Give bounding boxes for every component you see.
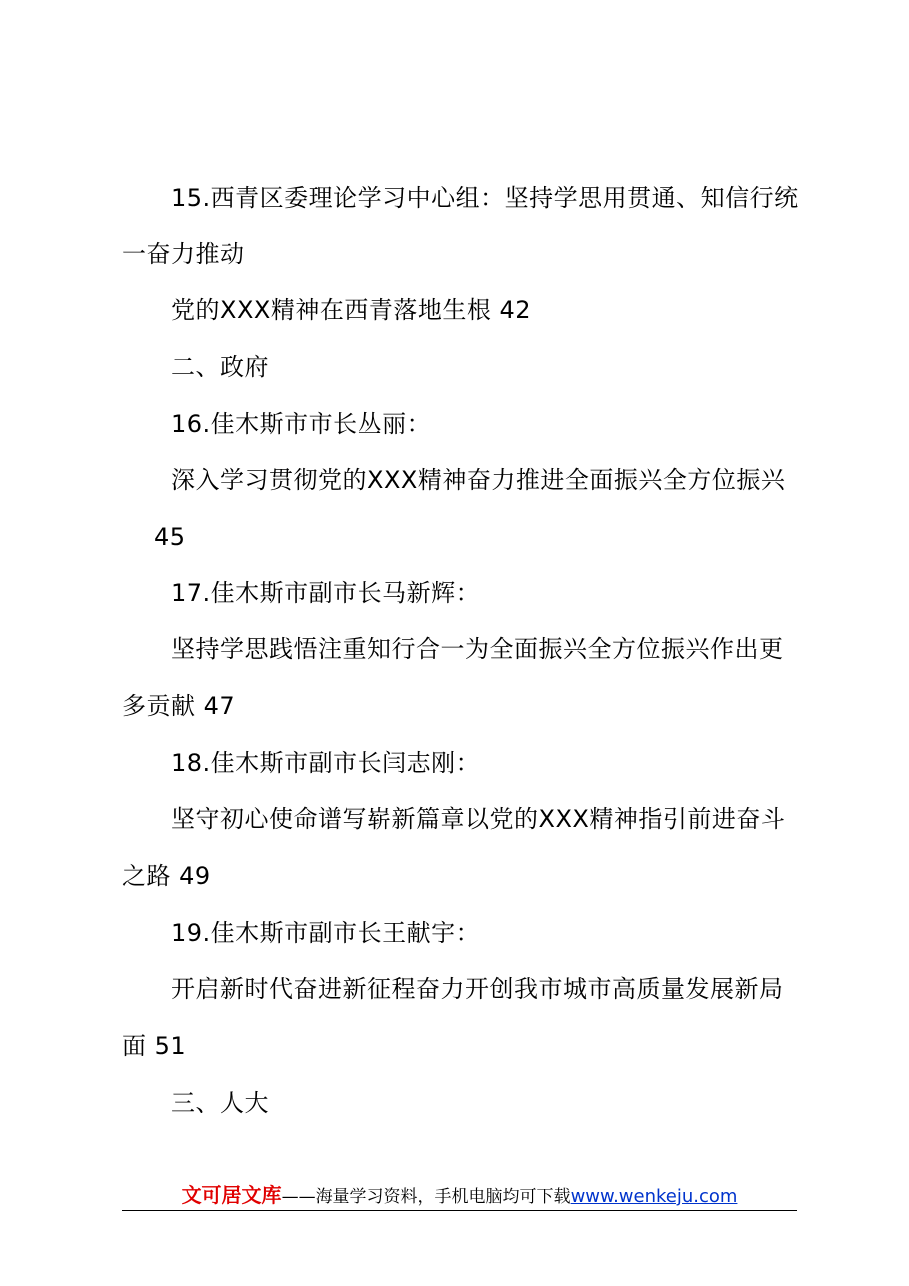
toc-entry-17-title: 17.佳木斯市副市长马新辉： (171, 579, 481, 607)
toc-entry-17-subtitle-cont: 多贡献 47 (122, 692, 236, 720)
toc-entry-15-title: 15.西青区委理论学习中心组：坚持学思用贯通、知信行统 (171, 184, 799, 212)
toc-entry-18-title: 18.佳木斯市副市长闫志刚： (171, 749, 481, 777)
toc-entry-19-title: 19.佳木斯市副市长王献宇： (171, 919, 481, 947)
page-footer (122, 1182, 797, 1211)
footer-slogan: ——海量学习资料，手机电脑均可下载 (281, 1187, 571, 1207)
toc-entry-17-subtitle: 坚持学思践悟注重知行合一为全面振兴全方位振兴作出更 (171, 635, 784, 663)
toc-entry-18-subtitle: 坚守初心使命谱写崭新篇章以党的XXX精神指引前进奋斗 (171, 805, 786, 833)
toc-entry-15-subtitle: 党的XXX精神在西青落地生根 42 (171, 296, 531, 324)
section-heading-government: 二、政府 (171, 353, 269, 381)
toc-entry-19-subtitle-cont: 面 51 (122, 1032, 187, 1060)
toc-entry-16-title: 16.佳木斯市市长丛丽： (171, 410, 432, 438)
toc-entry-16-subtitle: 深入学习贯彻党的XXX精神奋力推进全面振兴全方位振兴 (171, 466, 786, 494)
toc-entry-16-page: 45 (154, 523, 186, 551)
toc-entry-18-subtitle-cont: 之路 49 (122, 862, 211, 890)
footer-brand: 文可居文库 (181, 1183, 282, 1207)
toc-entry-19-subtitle: 开启新时代奋进新征程奋力开创我市城市高质量发展新局 (171, 975, 784, 1003)
footer-site-link[interactable]: www.wenkeju.com (570, 1186, 738, 1207)
toc-entry-15-title-cont: 一奋力推动 (122, 240, 245, 268)
section-heading-npc: 三、人大 (171, 1089, 269, 1117)
